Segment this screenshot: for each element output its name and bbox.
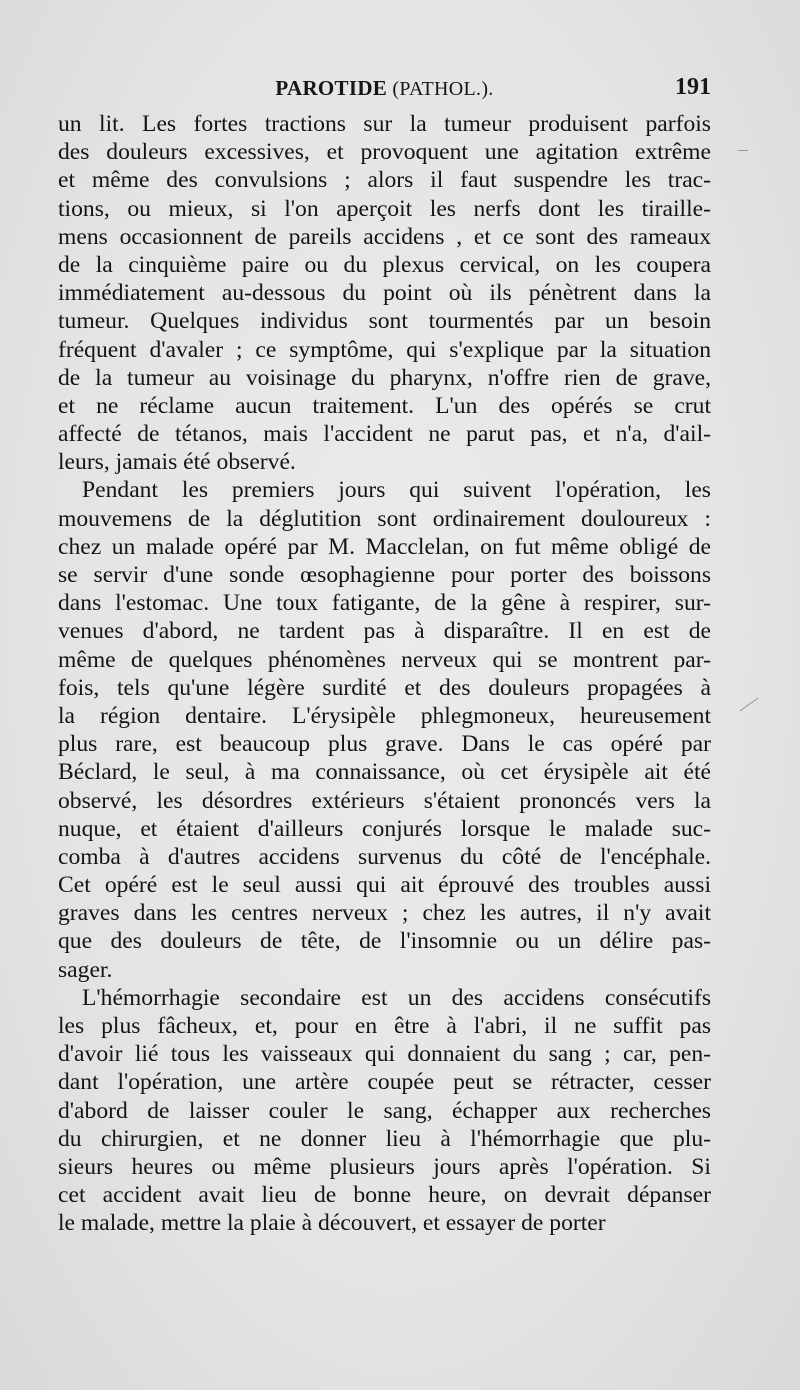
text-line: Béclard, le seul, à ma connaissance, où cet érysipèle ait été <box>58 759 711 786</box>
paragraph <box>58 984 711 1238</box>
text-line: comba à d'autres accidens survenus du côté de l'encéphale. <box>58 843 711 870</box>
text-line: plus rare, est beaucoup plus grave. Dans le cas opéré par <box>58 731 711 758</box>
text-line: L'hémorrhagie secondaire est un des accidens consécutifs <box>82 984 711 1011</box>
text-line: le malade, mettre la plaie à découvert, et essayer de porter <box>58 1210 606 1237</box>
text-line: Pendant les premiers jours qui suivent l'opération, les <box>82 477 711 504</box>
text-line: tions, ou mieux, si l'on aperçoit les nerfs dont les tiraille- <box>58 195 711 222</box>
text-line: nuque, et étaient d'ailleurs conjurés lorsque le malade suc- <box>58 815 711 842</box>
text-line: même de quelques phénomènes nerveux qui se montrent par- <box>58 646 711 673</box>
text-line: dant l'opération, une artère coupée peut se rétracter, cesser <box>58 1069 711 1096</box>
text-line: de la tumeur au voisinage du pharynx, n'offre rien de grave, <box>58 364 711 391</box>
text-line: et ne réclame aucun traitement. L'un des opérés se crut <box>58 392 711 419</box>
text-line: immédiatement au-dessous du point où ils pénètrent dans la <box>58 280 711 307</box>
text-line: et même des convulsions ; alors il faut suspendre les trac- <box>58 167 711 194</box>
text-line: sieurs heures ou même plusieurs jours après l'opération. Si <box>58 1153 711 1180</box>
text-line: la région dentaire. L'érysipèle phlegmoneux, heureusement <box>58 702 711 729</box>
text-line: mens occasionnent de pareils accidens , et ce sont des rameaux <box>58 223 711 250</box>
text-line: affecté de tétanos, mais l'accident ne parut pas, et n'a, d'ail- <box>58 421 711 448</box>
text-line: dans l'estomac. Une toux fatigante, de la gêne à respirer, sur- <box>58 590 711 617</box>
margin-pencil-mark <box>740 698 759 711</box>
text-line: du chirurgien, et ne donner lieu à l'hémorrhagie que plu- <box>58 1125 711 1152</box>
text-line: un lit. Les fortes tractions sur la tumeur produisent parfois <box>58 111 711 137</box>
text-line: fois, tels qu'une légère surdité et des douleurs propagées à <box>58 674 711 701</box>
text-line: que des douleurs de tête, de l'insomnie ou un délire pas- <box>58 928 711 955</box>
text-line: chez un malade opéré par M. Macclelan, on fut même obligé de <box>58 533 711 560</box>
text-line: tumeur. Quelques individus sont tourmentés par un besoin <box>58 308 711 335</box>
text-line: sager. <box>58 956 113 983</box>
text-line: graves dans les centres nerveux ; chez les autres, il n'y avait <box>58 900 711 927</box>
page-header <box>58 74 711 104</box>
text-line: les plus fâcheux, et, pour en être à l'abri, il ne suffit pas <box>58 1013 711 1039</box>
text-line: d'avoir lié tous les vaisseaux qui donnaient du sang ; car, pen- <box>58 1041 711 1068</box>
text-line: se servir d'une sonde œsophagienne pour porter des boissons <box>58 562 711 588</box>
text-line: leurs, jamais été observé. <box>58 449 296 476</box>
text-line: des douleurs excessives, et provoquent une agitation extrême <box>58 139 711 166</box>
paragraph <box>58 476 711 983</box>
running-title-main: PAROTIDE <box>275 76 388 100</box>
running-title <box>58 76 711 101</box>
text-line: observé, les désordres extérieurs s'étaient prononcés vers la <box>58 787 711 814</box>
text-line: d'abord de laisser couler le sang, échapper aux recherches <box>58 1097 711 1124</box>
margin-pencil-mark <box>738 150 748 151</box>
text-line: cet accident avait lieu de bonne heure, on devrait dépanser <box>58 1182 711 1209</box>
paragraph <box>58 110 711 476</box>
text-line: Cet opéré est le seul aussi qui ait éprouvé des troubles aussi <box>58 872 711 899</box>
text-line: de la cinquième paire ou du plexus cervical, on les coupera <box>58 251 711 278</box>
running-title-sub: (PATHOL.). <box>392 78 494 100</box>
text-line: venues d'abord, ne tardent pas à disparaître. Il en est de <box>58 618 711 645</box>
body-text <box>58 110 711 1238</box>
text-line: mouvemens de la déglutition sont ordinairement douloureux : <box>58 505 711 532</box>
text-line: fréquent d'avaler ; ce symptôme, qui s'explique par la situation <box>58 336 711 363</box>
page-number: 191 <box>675 74 711 100</box>
